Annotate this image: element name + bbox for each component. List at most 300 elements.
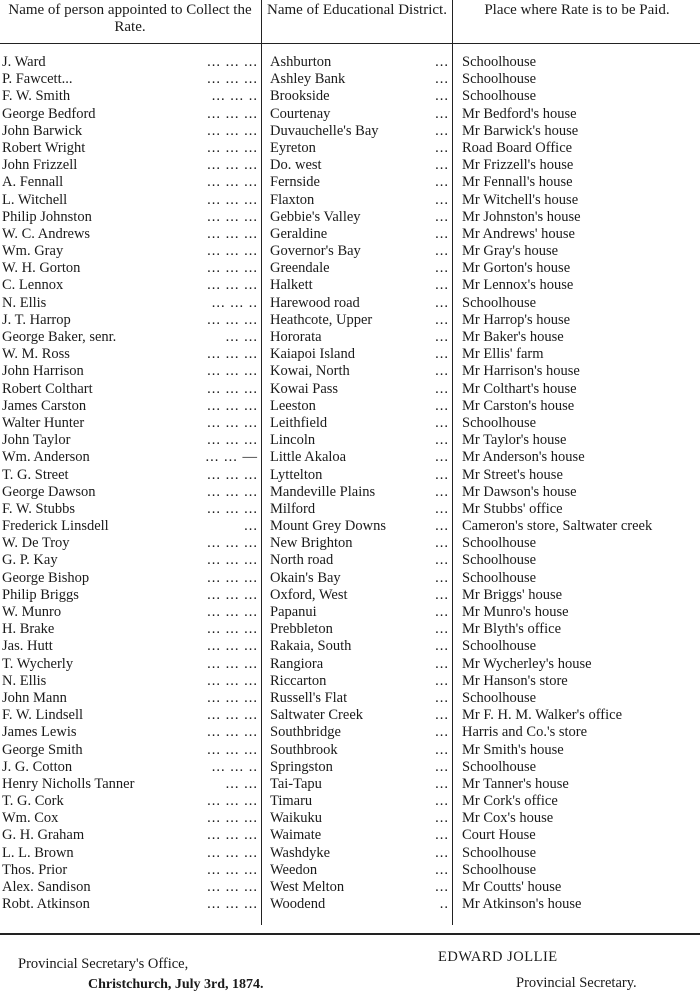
leader-dots: ... — [435, 604, 449, 620]
table-row — [0, 690, 700, 707]
collector-name: T. G. Cork — [2, 793, 64, 810]
district-name: Ashburton — [270, 54, 332, 70]
leader-dots: ... ... .. — [211, 294, 258, 311]
district-name: Timaru — [270, 793, 313, 810]
table-row — [0, 827, 700, 844]
payment-place: Mr Colthart's house — [462, 380, 577, 397]
table-row — [0, 587, 700, 604]
district-name: Kaiapoi Island — [270, 346, 355, 363]
leader-dots: ... ... ... — [207, 208, 258, 225]
collector-name: George Bishop — [2, 569, 90, 586]
district-name: Milford — [270, 500, 316, 517]
district-name: Ashley Bank — [270, 71, 346, 88]
district-name: North road — [270, 552, 334, 569]
table-row — [0, 226, 700, 243]
leader-dots: ... — [435, 397, 449, 414]
payment-place: Schoolhouse — [462, 54, 537, 70]
leader-dots: ... ... ... — [207, 793, 258, 810]
leader-dots: ... ... ... — [207, 380, 258, 397]
leader-dots: ... — [435, 432, 449, 449]
leader-dots: ... — [435, 586, 449, 603]
table-row — [0, 363, 700, 380]
payment-place: Mr Anderson's house — [462, 449, 585, 466]
collector-name: Thos. Prior — [2, 861, 68, 878]
district-name: Halkett — [270, 277, 313, 294]
collector-name: G. H. Graham — [2, 827, 85, 844]
leader-dots: ... — [435, 105, 449, 122]
district-name: Woodend — [270, 896, 326, 913]
collector-name: G. P. Kay — [2, 552, 58, 569]
collector-name: F. W. Lindsell — [2, 707, 84, 724]
district-name: Southbridge — [270, 724, 341, 741]
leader-dots: ... — [435, 672, 449, 689]
payment-place: Mr Carston's house — [462, 397, 575, 414]
leader-dots: ... ... ... — [207, 896, 258, 913]
payment-place: Mr Taylor's house — [462, 432, 567, 449]
district-name: Rangiora — [270, 655, 324, 672]
district-name: Springston — [270, 758, 333, 775]
office-line: Provincial Secretary's Office, — [18, 956, 189, 972]
district-name: Mount Grey Downs — [270, 518, 386, 535]
collector-name: Wm. Anderson — [2, 449, 90, 466]
payment-place: Mr Stubbs' office — [462, 500, 563, 517]
leader-dots: ... ... ... — [207, 604, 258, 620]
collector-name: Philip Johnston — [2, 208, 92, 225]
signatory: EDWARD JOLLIE — [438, 949, 558, 965]
district-name: Duvauchelle's Bay — [270, 122, 379, 139]
collector-name: Frederick Linsdell — [2, 518, 109, 535]
leader-dots: ... ... ... — [207, 655, 258, 672]
collector-name: L. Witchell — [2, 191, 68, 208]
leader-dots: ... ... ... — [207, 500, 258, 517]
district-name: Mandeville Plains — [270, 483, 376, 500]
leader-dots: ... — [435, 157, 449, 174]
collector-name: W. M. Ross — [2, 346, 70, 363]
payment-place: Mr Cork's office — [462, 793, 558, 810]
leader-dots: ... — [435, 810, 449, 827]
district-name: Kowai, North — [270, 363, 350, 380]
dateline: Christchurch, July 3rd, 1874. — [88, 977, 264, 992]
leader-dots: ... ... ... — [207, 844, 258, 861]
leader-dots: ... ... ... — [207, 157, 258, 174]
payment-place: Mr Bedford's house — [462, 105, 577, 122]
table-row — [0, 467, 700, 484]
district-name: Gebbie's Valley — [270, 208, 361, 225]
district-name: Geraldine — [270, 225, 328, 242]
payment-place: Schoolhouse — [462, 294, 537, 311]
collector-name: C. Lennox — [2, 277, 64, 294]
payment-place: Court House — [462, 827, 536, 844]
leader-dots: ... — [435, 741, 449, 758]
table-row — [0, 604, 700, 621]
table-row — [0, 123, 700, 140]
leader-dots: ... — [435, 414, 449, 431]
payment-place: Mr Dawson's house — [462, 483, 577, 500]
payment-place: Mr Barwick's house — [462, 122, 579, 139]
leader-dots: ... ... ... — [207, 861, 258, 878]
district-name: Lincoln — [270, 432, 316, 449]
leader-dots: ... ... — — [205, 449, 258, 466]
collector-name: George Dawson — [2, 483, 96, 500]
table-header — [0, 0, 700, 44]
leader-dots: ... ... ... — [207, 483, 258, 500]
leader-dots: ... ... ... — [207, 621, 258, 638]
collector-name: N. Ellis — [2, 294, 47, 311]
district-name: Lyttelton — [270, 466, 323, 483]
leader-dots: ... — [435, 449, 449, 466]
leader-dots: ... — [435, 689, 449, 706]
district-name: Flaxton — [270, 191, 315, 208]
payment-place: Mr Smith's house — [462, 741, 564, 758]
leader-dots: ... — [435, 191, 449, 208]
collector-name: James Lewis — [2, 724, 77, 741]
leader-dots: ... ... ... — [207, 191, 258, 208]
district-name: Riccarton — [270, 672, 327, 689]
collector-name: H. Brake — [2, 621, 55, 638]
header-district: Name of Educational District. — [267, 2, 447, 18]
collector-name: A. Fennall — [2, 174, 64, 191]
collector-name: John Taylor — [2, 432, 71, 449]
district-name: Okain's Bay — [270, 569, 341, 586]
payment-place: Mr Andrews' house — [462, 225, 575, 242]
leader-dots: ... — [435, 225, 449, 242]
district-name: Greendale — [270, 260, 330, 277]
leader-dots: ... — [435, 174, 449, 191]
table-row — [0, 54, 700, 71]
leader-dots: ... ... ... — [207, 122, 258, 139]
collector-name: Wm. Gray — [2, 243, 64, 260]
collector-name: W. C. Andrews — [2, 225, 91, 242]
table-row — [0, 896, 700, 913]
footer-rule — [0, 933, 700, 935]
table-row — [0, 415, 700, 432]
leader-dots: ... — [435, 311, 449, 328]
leader-dots: ... — [435, 500, 449, 517]
district-name: Saltwater Creek — [270, 707, 364, 724]
leader-dots: ... — [244, 518, 258, 535]
payment-place: Mr F. H. M. Walker's office — [462, 707, 623, 724]
leader-dots: ... — [435, 793, 449, 810]
leader-dots: ... ... ... — [207, 741, 258, 758]
leader-dots: ... ... ... — [207, 397, 258, 414]
leader-dots: ... ... ... — [207, 346, 258, 363]
leader-dots: ... — [435, 122, 449, 139]
leader-dots: ... ... ... — [207, 552, 258, 569]
leader-dots: ... — [435, 363, 449, 380]
table-row — [0, 157, 700, 174]
leader-dots: ... ... ... — [207, 672, 258, 689]
collector-name: Robt. Atkinson — [2, 896, 90, 913]
table-row — [0, 776, 700, 793]
leader-dots: ... — [435, 827, 449, 844]
district-name: Brookside — [270, 88, 330, 105]
table-row — [0, 192, 700, 209]
collector-name: J. Ward — [2, 54, 46, 70]
leader-dots: ... ... ... — [207, 432, 258, 449]
payment-place: Mr Gray's house — [462, 243, 559, 260]
district-name: Rakaia, South — [270, 638, 352, 655]
table-row — [0, 845, 700, 862]
collector-name: George Smith — [2, 741, 83, 758]
leader-dots: ... ... ... — [207, 810, 258, 827]
district-name: Washdyke — [270, 844, 331, 861]
leader-dots: ... — [435, 535, 449, 552]
table-row — [0, 432, 700, 449]
leader-dots: ... — [435, 775, 449, 792]
payment-place: Mr Blyth's office — [462, 621, 562, 638]
leader-dots: ... ... ... — [207, 139, 258, 156]
collector-name: W. De Troy — [2, 535, 70, 552]
leader-dots: ... ... ... — [207, 707, 258, 724]
leader-dots: ... — [435, 329, 449, 345]
district-name: Courtenay — [270, 105, 331, 122]
leader-dots: ... ... ... — [207, 105, 258, 122]
leader-dots: ... — [435, 483, 449, 500]
leader-dots: ... ... ... — [207, 569, 258, 586]
collector-name: George Baker, senr. — [2, 329, 117, 345]
header-collector: Name of person appointed to Collect the Rate. — [8, 2, 252, 35]
table-row — [0, 329, 700, 346]
table-row — [0, 570, 700, 587]
district-name: Harewood road — [270, 294, 360, 311]
collector-name: Robert Colthart — [2, 380, 93, 397]
collector-name: Jas. Hutt — [2, 638, 53, 655]
table-row — [0, 88, 700, 105]
leader-dots: ... — [435, 638, 449, 655]
collector-name: John Frizzell — [2, 157, 78, 174]
leader-dots: ... ... — [225, 775, 258, 792]
table-row — [0, 673, 700, 690]
payment-place: Mr Street's house — [462, 466, 563, 483]
table-row — [0, 552, 700, 569]
collector-name: N. Ellis — [2, 672, 47, 689]
table-row — [0, 346, 700, 363]
district-name: Little Akaloa — [270, 449, 347, 466]
payment-place: Schoolhouse — [462, 569, 537, 586]
district-name: Tai-Tapu — [270, 775, 322, 792]
collector-name: F. W. Smith — [2, 88, 71, 105]
table-row — [0, 810, 700, 827]
district-name: Heathcote, Upper — [270, 311, 373, 328]
payment-place: Schoolhouse — [462, 861, 537, 878]
district-name: Papanui — [270, 604, 317, 620]
leader-dots: ... — [435, 552, 449, 569]
leader-dots: ... — [435, 380, 449, 397]
table-row — [0, 518, 700, 535]
collector-name: J. T. Harrop — [2, 311, 71, 328]
table-row — [0, 759, 700, 776]
table-row — [0, 243, 700, 260]
leader-dots: ... ... ... — [207, 586, 258, 603]
leader-dots: ... — [435, 569, 449, 586]
leader-dots: ... ... ... — [207, 71, 258, 88]
leader-dots: ... — [435, 243, 449, 260]
table-row — [0, 862, 700, 879]
collector-name: John Barwick — [2, 122, 83, 139]
district-name: Governor's Bay — [270, 243, 361, 260]
table-row — [0, 879, 700, 896]
payment-place: Mr Tanner's house — [462, 775, 569, 792]
collector-name: P. Fawcett... — [2, 71, 73, 88]
payment-place: Mr Wycherley's house — [462, 655, 592, 672]
leader-dots: ... — [435, 277, 449, 294]
payment-place: Mr Hanson's store — [462, 672, 568, 689]
header-place: Place where Rate is to be Paid. — [484, 2, 670, 18]
payment-place: Schoolhouse — [462, 758, 537, 775]
collector-name: Robert Wright — [2, 139, 86, 156]
leader-dots: ... — [435, 724, 449, 741]
leader-dots: ... ... ... — [207, 174, 258, 191]
leader-dots: ... — [435, 88, 449, 105]
leader-dots: ... ... ... — [207, 260, 258, 277]
table-row — [0, 312, 700, 329]
payment-place: Cameron's store, Saltwater creek — [462, 518, 653, 535]
leader-dots: ... ... ... — [207, 54, 258, 70]
table-row — [0, 260, 700, 277]
table-row — [0, 501, 700, 518]
leader-dots: ... — [435, 518, 449, 535]
collector-name: L. L. Brown — [2, 844, 74, 861]
table-row — [0, 638, 700, 655]
payment-place: Mr Gorton's house — [462, 260, 571, 277]
district-name: Hororata — [270, 329, 322, 345]
district-name: Russell's Flat — [270, 689, 348, 706]
leader-dots: ... — [435, 844, 449, 861]
district-name: Weedon — [270, 861, 318, 878]
payment-place: Mr Harrison's house — [462, 363, 580, 380]
leader-dots: ... ... ... — [207, 466, 258, 483]
district-name: Leeston — [270, 397, 316, 414]
leader-dots: ... — [435, 294, 449, 311]
leader-dots: ... ... ... — [207, 243, 258, 260]
payment-place: Schoolhouse — [462, 88, 537, 105]
payment-place: Schoolhouse — [462, 638, 537, 655]
table-row — [0, 724, 700, 741]
table-row — [0, 656, 700, 673]
rate-collector-table — [0, 54, 700, 913]
payment-place: Mr Lennox's house — [462, 277, 574, 294]
collector-name: W. H. Gorton — [2, 260, 81, 277]
leader-dots: ... ... — [225, 329, 258, 345]
leader-dots: ... — [435, 260, 449, 277]
payment-place: Schoolhouse — [462, 689, 537, 706]
district-name: Waikuku — [270, 810, 322, 827]
table-row — [0, 707, 700, 724]
payment-place: Mr Munro's house — [462, 604, 569, 620]
collector-name: Wm. Cox — [2, 810, 59, 827]
district-name: Prebbleton — [270, 621, 333, 638]
table-row — [0, 209, 700, 226]
payment-place: Schoolhouse — [462, 535, 537, 552]
payment-place: Mr Ellis' farm — [462, 346, 544, 363]
leader-dots: ... — [435, 707, 449, 724]
leader-dots: .. — [439, 896, 449, 913]
collector-name: J. G. Cotton — [2, 758, 73, 775]
collector-name: Philip Briggs — [2, 586, 79, 603]
collector-name: John Harrison — [2, 363, 84, 380]
leader-dots: ... ... ... — [207, 277, 258, 294]
leader-dots: ... — [435, 139, 449, 156]
table-row — [0, 174, 700, 191]
district-name: Waimate — [270, 827, 322, 844]
payment-place: Mr Frizzell's house — [462, 157, 574, 174]
leader-dots: ... ... ... — [207, 225, 258, 242]
district-name: Southbrook — [270, 741, 338, 758]
leader-dots: ... — [435, 861, 449, 878]
table-row — [0, 140, 700, 157]
payment-place: Mr Baker's house — [462, 329, 564, 345]
leader-dots: ... — [435, 621, 449, 638]
payment-place: Schoolhouse — [462, 844, 537, 861]
district-name: New Brighton — [270, 535, 353, 552]
payment-place: Mr Witchell's house — [462, 191, 579, 208]
payment-place: Schoolhouse — [462, 414, 537, 431]
payment-place: Harris and Co.'s store — [462, 724, 588, 741]
leader-dots: ... ... .. — [211, 88, 258, 105]
collector-name: Walter Hunter — [2, 414, 85, 431]
table-row — [0, 398, 700, 415]
leader-dots: ... ... ... — [207, 689, 258, 706]
leader-dots: ... — [435, 758, 449, 775]
table-row — [0, 535, 700, 552]
payment-place: Mr Cox's house — [462, 810, 554, 827]
table-row — [0, 449, 700, 466]
collector-name: George Bedford — [2, 105, 96, 122]
collector-name: F. W. Stubbs — [2, 500, 75, 517]
table-row — [0, 295, 700, 312]
leader-dots: ... — [435, 466, 449, 483]
district-name: Eyreton — [270, 139, 316, 156]
table-row — [0, 381, 700, 398]
district-name: Kowai Pass — [270, 380, 339, 397]
leader-dots: ... ... ... — [207, 414, 258, 431]
collector-name: Henry Nicholls Tanner — [2, 775, 135, 792]
payment-place: Schoolhouse — [462, 552, 537, 569]
district-name: Oxford, West — [270, 586, 348, 603]
payment-place: Mr Coutts' house — [462, 879, 562, 895]
collector-name: John Mann — [2, 689, 67, 706]
leader-dots: ... ... ... — [207, 638, 258, 655]
leader-dots: ... — [435, 879, 449, 895]
leader-dots: ... — [435, 54, 449, 70]
district-name: Do. west — [270, 157, 322, 174]
leader-dots: ... — [435, 71, 449, 88]
leader-dots: ... ... ... — [207, 363, 258, 380]
header-rule — [0, 43, 700, 44]
table-row — [0, 71, 700, 88]
payment-place: Mr Briggs' house — [462, 586, 563, 603]
leader-dots: ... ... .. — [211, 758, 258, 775]
leader-dots: ... — [435, 346, 449, 363]
collector-name: T. G. Street — [2, 466, 69, 483]
table-row — [0, 793, 700, 810]
leader-dots: ... ... ... — [207, 879, 258, 895]
payment-place: Mr Johnston's house — [462, 208, 581, 225]
table-row — [0, 277, 700, 294]
leader-dots: ... ... ... — [207, 724, 258, 741]
leader-dots: ... ... ... — [207, 535, 258, 552]
collector-name: W. Munro — [2, 604, 62, 620]
leader-dots: ... ... ... — [207, 827, 258, 844]
payment-place: Road Board Office — [462, 139, 573, 156]
collector-name: James Carston — [2, 397, 87, 414]
payment-place: Mr Atkinson's house — [462, 896, 582, 913]
district-name: Fernside — [270, 174, 320, 191]
leader-dots: ... ... ... — [207, 311, 258, 328]
collector-name: Alex. Sandison — [2, 879, 91, 895]
collector-name: T. Wycherly — [2, 655, 74, 672]
district-name: West Melton — [270, 879, 345, 895]
